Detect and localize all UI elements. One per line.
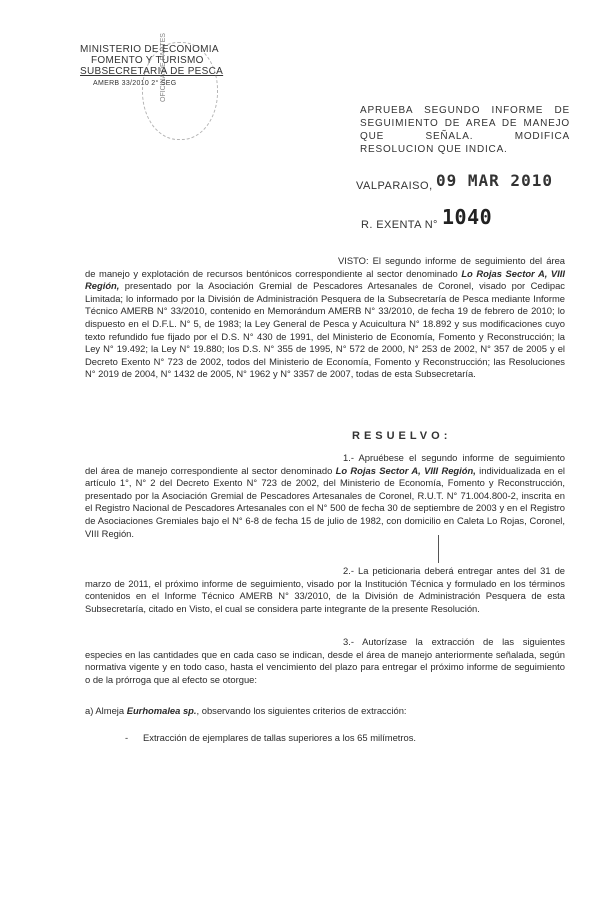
- subsecretaria-line: SUBSECRETARIA DE PESCA: [80, 66, 224, 77]
- p1-rest: individualizada en el artículo 1°, N° 2 del Decreto Exento N° 723 de 2002, del Ministerio de Economía, Fomento y Reconstrucción, presentado por la Asociación Gremial de Pescadores Artesanales de Coronel, R.U.T. N° 71.004.800-2, inscrita en el Registro Nacional de Pescadores Artesanales con el N° 500 de fecha 30 de septiembre de 2003 y en el Registro de Asociaciones Gremiales bajo el N° 6-8 de fecha 15 de julio de 1982, con domicilio en Caleta Lo Rojas, Coronel, VIII Región.: [85, 464, 565, 539]
- office-stamp-text: OFICINA DE PARTES: [160, 33, 167, 102]
- resolution-number: 1040: [442, 205, 493, 229]
- item-a: [85, 705, 565, 718]
- item-a-species: Eurhomalea sp.: [126, 705, 197, 716]
- resolution-label: R. EXENTA N°: [361, 219, 438, 231]
- date-stamp: 09 MAR 2010: [436, 171, 553, 190]
- bullet-item: [125, 732, 565, 745]
- p1-lead: 1.- Apruébese el segundo informe de seguimiento del área de manejo correspondiente al sector denominado: [85, 452, 565, 476]
- ministry-line-2: FOMENTO Y TURISMO: [91, 55, 204, 66]
- place-label: VALPARAISO,: [356, 180, 433, 192]
- document-title: APRUEBA SEGUNDO INFORME DE SEGUIMIENTO DE AREA DE MANEJO QUE SEÑALA. MODIFICA RESOLUCION QUE INDICA.: [360, 105, 570, 155]
- pencil-mark: [438, 535, 439, 563]
- bullet-text: Extracción de ejemplares de tallas superiores a los 65 milímetros.: [143, 732, 417, 743]
- visto-text-a: El segundo informe de seguimiento del área de manejo y explotación de recursos bentónicos correspondiente al sector denominado: [85, 255, 565, 279]
- amerb-reference: AMERB 33/2010 2° SEG: [93, 80, 177, 87]
- ministry-line: MINISTERIO DE ECONOMIA: [80, 44, 219, 55]
- visto-lead: VISTO:: [338, 255, 369, 266]
- resuelvo-heading: RESUELVO:: [352, 430, 452, 442]
- paragraph-2: 2.- La peticionaria deberá entregar antes del 31 de marzo de 2011, el próximo informe de seguimiento, visado por la Institución Técnica y formulado en los términos contenidos en el Informe Técnico AMERB N° 33/2010, de la División de Administración Pesquera de esta Subsecretaría, citado en Visto, el cual se considera parte integrante de la presente Resolución.: [85, 565, 565, 614]
- visto-text-b: presentado por la Asociación Gremial de Pescadores Artesanales de Coronel, visado por Cedipac Limitada; lo informado por la División de Administración Pesquera de la Subsecretaría de Pesca mediante Informe Técnico AMERB N° 33/2010, contenido en Memorándum AMERB N° 33/2010, de fecha 19 de febrero de 2010; lo dispuesto en el D.F.L. N° 5, de 1983; la Ley General de Pesca y Acuicultura N° 18.892 y sus modificaciones cuyo texto refundido fue fijado por el D.S. N° 430 de 1991, del Ministerio de Economía, Fomento y Reconstrucción; la Ley N° 19.492; la Ley N° 19.880; los D.S. N° 355 de 1995, N° 572 de 2000, N° 253 de 2002, N° 357 de 2005 y el Decreto Exento N° 723 de 2002, todos del Ministerio de Economía, Fomento y Reconstrucción; las Resoluciones N° 2019 de 2004, N° 1432 de 2005, N° 1962 y N° 3357 de 2007, todas de esta Subsecretaría.: [85, 280, 565, 380]
- bullet-dash: -: [125, 732, 129, 743]
- paragraph-3: 3.- Autorízase la extracción de las siguientes especies en las cantidades que en cada caso se indican, desde el área de manejo anteriormente señalada, según normativa vigente y en todo caso, hasta el vencimiento del plazo para entregar el próximo informe de seguimiento o de la prórroga que al efecto se otorgue:: [85, 636, 565, 685]
- p1-sector: Lo Rojas Sector A, VIII Región,: [335, 464, 476, 476]
- paragraph-1: [85, 452, 565, 540]
- visto-sector: Lo Rojas Sector A, VIII Región,: [85, 267, 565, 292]
- visto-paragraph: [85, 255, 565, 381]
- item-a-prefix: a) Almeja: [85, 705, 127, 716]
- item-a-suffix: , observando los siguientes criterios de extracción:: [196, 705, 407, 716]
